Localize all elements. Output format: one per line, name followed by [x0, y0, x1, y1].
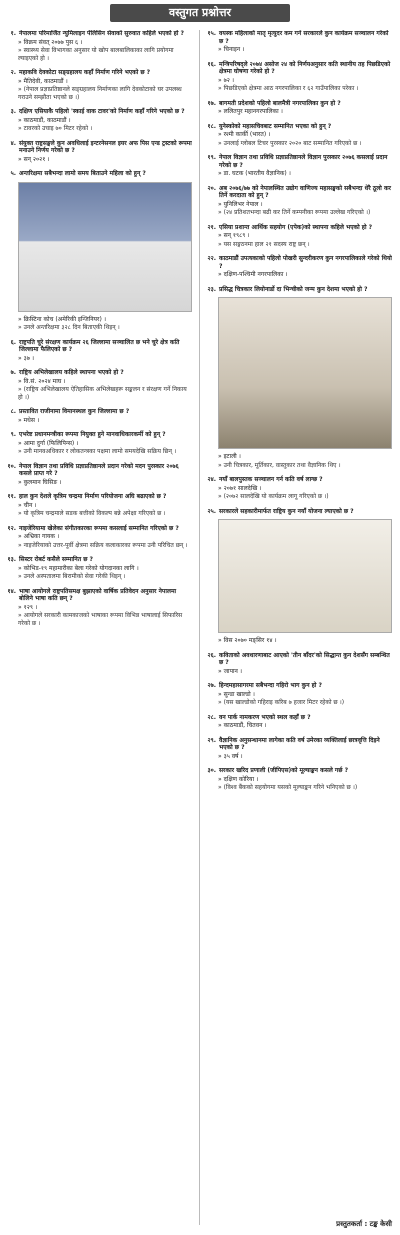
- question-number: १२.: [7, 524, 16, 532]
- question-item: [206, 61, 392, 93]
- question-head: [206, 737, 392, 752]
- question-head: [6, 170, 192, 178]
- question-item: [6, 170, 192, 332]
- answer-text: » चीन ।: [18, 501, 37, 509]
- question-item: [6, 339, 192, 363]
- question-number: २१.: [207, 223, 216, 231]
- answer-note: » यो कृत्रिम चन्द्रमाले सडक बत्तीको विकल्प बन्ने अपेक्षा गरिएको छ ।: [18, 510, 166, 517]
- answer-text: » ३७ ।: [18, 354, 34, 362]
- question-text: हिन्दमहासागरमा सबैभन्दा गहिरो भाग कुन हो ?: [219, 682, 322, 689]
- answer-note: » उनले अन्तरिक्षमा ३२८ दिन बिताएकी थिइन् ।: [18, 324, 120, 331]
- answer-text: » ३५ वर्ष ।: [218, 752, 243, 760]
- question-item: [206, 652, 392, 676]
- question-head: [206, 767, 392, 775]
- question-head: [206, 100, 392, 108]
- question-item: [206, 30, 392, 54]
- answer-text: » सन् २०२१ ।: [18, 155, 50, 163]
- question-number: ५.: [10, 170, 16, 177]
- question-head: [206, 61, 392, 76]
- question-text: काठमाडौं उपत्यकाको पहिलो पोखरी सुन्दरीकरण कुन नगरपालिकाले गरेको थियो ?: [219, 255, 392, 270]
- question-head: [6, 463, 192, 478]
- answer-text: » २०७१ सालदेखि ।: [218, 484, 262, 492]
- question-text: सरकारले सहकारीमार्फत राष्ट्रिय कुन नयाँ योजना ल्याएको छ ?: [219, 507, 354, 515]
- answer-note: » (२०७२ सालदेखि यो कार्यक्रम लागू गरिएको छ ।): [218, 493, 329, 500]
- answer-note: » टावरको उचाइ ७० मिटर रहेको ।: [18, 125, 93, 132]
- question-item: [206, 286, 392, 470]
- question-text: सरकार खरिद प्रणाली (जीपिएस)को मूल्याङ्कन कसले गर्छ ?: [219, 767, 349, 774]
- answer-text: » जापान ।: [218, 667, 243, 675]
- question-text: दक्षिण एसियाकै पहिलो 'स्काई वाक टावर'को निर्माण कहाँ गरिने भएको छ ?: [19, 108, 185, 115]
- question-number: २५.: [207, 507, 216, 515]
- question-item: [206, 224, 392, 249]
- monkeys-photo: [218, 519, 392, 633]
- section-banner: वस्तुगत प्रश्नोत्तर: [110, 4, 290, 22]
- left-column: [6, 30, 192, 1225]
- question-item: [206, 255, 392, 279]
- answer-note: » उनलाई ग्लोबल टिचर पुरस्कार २०२० बाट सम्मानित गरिएको छ ।: [218, 139, 362, 147]
- question-number: ७.: [10, 369, 16, 376]
- question-head: [6, 140, 192, 155]
- answer-text: » कुलमान घिसिङ ।: [18, 478, 62, 486]
- question-item: [6, 369, 192, 401]
- question-number: ११.: [7, 493, 16, 500]
- question-item: [6, 69, 192, 101]
- answer-note: » उनले अस्पतालमा बिरामीको सेवा गरेकी थिइन् ।: [18, 573, 126, 580]
- question-number: १७.: [207, 99, 216, 107]
- answer-text: » विक्रम संवत् २०७७ पुस ६ ।: [18, 38, 83, 46]
- answer-text: » रश्मी कार्की (भारत) ।: [218, 131, 271, 138]
- question-item: [206, 508, 392, 645]
- author-credit: प्रस्तुतकर्ता : टङ्क केसी: [336, 1220, 392, 1228]
- question-text: प्रस्तावित राजीनामा विमानस्थल कुन जिल्लामा छ ?: [19, 408, 130, 415]
- question-text: नेपाल विज्ञान तथा प्रविधि प्रज्ञाप्रतिष्ठानले प्रदान गरेको मदन पुरस्कार २०७६ कसले प्राप्त गरे ?: [19, 462, 179, 477]
- question-text: अब २०७६/७७ को नेपालस्थित उद्योग वाणिज्य महासङ्घको सबैभन्दा धेरै ठूलो कर तिर्ने करदाता को हुन् ?: [219, 184, 392, 199]
- answer-note: » उनी चित्रकार, मूर्तिकार, वास्तुकार तथा वैज्ञानिक थिए ।: [218, 461, 341, 469]
- question-head: [206, 682, 392, 690]
- answer-note: » (विश्व बैंकको सहयोगमा यसको मूल्याङ्कन गरिने भनिएको छ ।): [218, 784, 358, 791]
- question-text: युनेस्कोको महासचिवबाट सम्मानित भएका को हुन् ?: [219, 122, 332, 130]
- question-head: [206, 476, 392, 484]
- question-number: १६.: [207, 60, 216, 68]
- question-text: मन्त्रिपरिषद्ले २०७४ असोज २४ को निर्णयअनुसार कति स्थानीय तह पिछडिएको क्षेत्रमा घोषणा गरेको हो ?: [219, 60, 391, 75]
- answer-text: » ७२ ।: [218, 76, 234, 84]
- answer-text: » काठमाडौं, चितवन ।: [218, 722, 267, 729]
- question-text: नेपालमा परिमार्जित न्युमिलाइन पेलिसिन सेवाको सुरुवात कहिले भएको हो ?: [19, 30, 184, 37]
- question-text: वयस्क महिलाको मातृ मृत्युदर कम गर्न सरकारले कुन कार्यक्रम सञ्चालन गरेको छ ?: [219, 30, 389, 45]
- question-text: नेपाल विज्ञान तथा प्रविधि प्रज्ञाप्रतिष्ठानले विज्ञान पुरस्कार २०७६ कसलाई प्रदान गरेको छ ?: [219, 154, 388, 169]
- question-head: [206, 224, 392, 232]
- question-number: २८.: [207, 713, 216, 721]
- question-item: [206, 100, 392, 116]
- question-number: ३०.: [207, 767, 216, 774]
- question-number: २२.: [207, 255, 216, 262]
- question-head: [206, 185, 392, 200]
- question-text: एभरेष्ट प्रधानमन्त्रीका रूपमा नियुक्त हुने मानवाधिकारकर्मी को हुन् ?: [19, 431, 166, 438]
- question-number: ४.: [10, 139, 16, 147]
- answer-text: » चिनाइन ।: [218, 46, 245, 53]
- answer-text: » सुन्डा खाल्डो ।: [218, 690, 255, 698]
- answer-text: » युनिलिभर नेपाल ।: [218, 200, 263, 208]
- answer-text: » क्रिस्टिना कोच (अमेरिकी इन्जिनियर) ।: [18, 315, 106, 323]
- answer-note: » स्वास्थ्य सेवा विभागका अनुसार यो खोप बालबालिकाका लागि प्रयोगमा ल्याइएको हो ।: [18, 47, 174, 62]
- question-number: १९.: [207, 154, 216, 161]
- question-head: [206, 652, 392, 667]
- question-number: २६.: [207, 651, 216, 659]
- answer-note: » (२४ प्रतिशतभन्दा बढी कर तिर्ने कम्पनीका रूपमा उल्लेख गरिएको ।): [218, 209, 371, 216]
- question-item: [206, 476, 392, 501]
- question-item: [206, 682, 392, 707]
- answer-text: » वि.सं. २०२४ माघ ।: [18, 377, 66, 385]
- question-head: [206, 255, 392, 270]
- question-text: राष्ट्रपति चुरे संरक्षण कार्यक्रम २६ जिल्लामा सञ्चालित छ भने चुरे क्षेत्र कति जिल्लामा फैलिएको छ ?: [19, 338, 180, 353]
- answer-text: » विस २०७० मङ्सिर १४ ।: [218, 637, 277, 644]
- question-item: [6, 431, 192, 456]
- question-text: सिस्टर रोबर्ट कसैले सम्मानित छ ?: [19, 556, 94, 563]
- question-number: ६.: [10, 338, 16, 346]
- answer-text: » मधेस ।: [18, 416, 40, 424]
- answer-note: » पिछडिएको क्षेत्रमा आठ नगरपालिका र ६२ गाउँपालिका परेका ।: [218, 85, 359, 92]
- answer-note: » (राष्ट्रिय अभिलेखालय ऐतिहासिक अभिलेखहरू सङ्कलन र संरक्षण गर्ने निकाय हो ।): [18, 386, 187, 401]
- question-head: [6, 30, 192, 38]
- question-head: [6, 493, 192, 501]
- question-head: [6, 525, 192, 533]
- question-number: १४.: [7, 587, 16, 595]
- question-text: हाल कुन देशले कृत्रिम चन्द्रमा निर्माण परियोजना अघि बढाएको छ ?: [19, 493, 167, 500]
- question-item: [206, 123, 392, 148]
- question-item: [206, 714, 392, 730]
- answer-note: » (नेपाल प्रज्ञाप्रतिष्ठानले सङ्ग्रहालय निर्माणका लागि देवकोटाको घर उपलब्ध गराउने सम्झौता भएको छ ।): [18, 86, 182, 101]
- question-text: भाषा आयोगले राष्ट्रपतिसमक्ष बुझाएको वार्षिक प्रतिवेदन अनुसार नेपालमा बोलिने भाषा कति छन् ?: [19, 587, 177, 602]
- question-number: २७.: [207, 682, 216, 689]
- question-text: संयुक्त राष्ट्रसङ्घले कुन अवधिलाई इन्टरनेसनल इयर अफ पिस एन्ड ट्रस्टको रूपमा मनाउने निर्णय गरेको छ ?: [19, 139, 192, 154]
- answer-text: » मैतिदेवी, काठमाडौं ।: [18, 77, 68, 85]
- answer-text: » अभ्रिका गायक ।: [18, 533, 60, 540]
- question-text: राष्ट्रिय अभिलेखालय कहिले स्थापना भएको हो ?: [19, 369, 124, 376]
- question-text: नाइजेरियामा खेलेका संगीतकारका रूपमा कसलाई सम्मानित गरिएको छ ?: [19, 524, 179, 532]
- answer-text: » डा. घटक (भारतीय वैज्ञानिक) ।: [218, 170, 291, 177]
- question-number: २.: [10, 69, 16, 76]
- question-head: [206, 154, 392, 169]
- question-head: [6, 108, 192, 116]
- question-item: [6, 108, 192, 133]
- question-head: [6, 69, 192, 77]
- answer-text: » कोभिड-१९ महामारीका बेला गरेको योगदानका लागि ।: [18, 564, 139, 572]
- question-item: [206, 185, 392, 217]
- right-column: [206, 30, 392, 1225]
- question-head: [206, 30, 392, 45]
- question-text: वैज्ञानिक अनुसन्धानमा लागेका कति वर्ष उमेरका व्यक्तिलाई छात्रवृत्ति दिइने भएको छ ?: [219, 736, 380, 751]
- question-number: ८.: [10, 408, 16, 415]
- question-number: २३.: [207, 285, 216, 293]
- question-item: [6, 588, 192, 628]
- question-head: [6, 408, 192, 416]
- question-item: [206, 737, 392, 761]
- question-number: १०.: [7, 462, 16, 470]
- question-text: कविताको अवधारणाबाट आएको 'तीन बाँदर'को सिद्धान्त कुन देशसँग सम्बन्धित छ ?: [219, 651, 390, 666]
- question-number: १.: [10, 30, 16, 37]
- question-head: [206, 286, 392, 294]
- question-head: [6, 588, 192, 603]
- question-item: [6, 30, 192, 62]
- question-number: ९.: [10, 431, 16, 438]
- answer-text: » दक्षिण कोरिया ।: [218, 775, 259, 783]
- question-number: २४.: [207, 476, 216, 483]
- question-text: प्रसिद्ध चित्रकार लियोनार्डो दा भिन्चीको जन्म कुन देशमा भएको हो ?: [219, 285, 368, 293]
- question-item: [6, 140, 192, 164]
- question-text: वन पार्क नामकरण भएको स्थल कहाँ छ ?: [219, 713, 311, 721]
- answer-text: » ललितपुर महानगरपालिका ।: [218, 108, 283, 115]
- answer-note: » उनी मानवअधिकार र लोकतन्त्रका पक्षमा लामो समयदेखि सक्रिय छिन् ।: [18, 448, 177, 455]
- question-number: १३.: [7, 556, 16, 563]
- question-number: १८.: [207, 122, 216, 130]
- answer-note: » नाइजेरियाको उत्तर-पूर्वी क्षेत्रमा सक्रिय कलाकारका रूपमा उनी परिचित छन् ।: [18, 541, 188, 549]
- question-head: [6, 369, 192, 377]
- question-text: अन्तरिक्षमा सबैभन्दा लामो समय बिताउने महिला को हुन् ?: [19, 170, 146, 177]
- question-number: १५.: [207, 30, 216, 37]
- question-item: [6, 525, 192, 550]
- answer-note: » (यस खाल्डोको गहिराइ करिब ७ हजार मिटर रहेको छ ।): [218, 699, 345, 706]
- question-head: [6, 431, 192, 439]
- leonardo-photo: [218, 297, 392, 449]
- question-text: महाकवि देवकोटा सङ्ग्रहालय कहाँ निर्माण गरिने भएको छ ?: [19, 69, 151, 76]
- answer-text: » इटाली ।: [218, 453, 241, 460]
- question-text: बागमती प्रदेशको पहिलो बालमैत्री नगरपालिका कुन हो ?: [219, 99, 341, 107]
- question-number: ३.: [10, 108, 16, 115]
- question-head: [206, 123, 392, 131]
- answer-text: » काठमाडौं, काठमाडौं ।: [18, 116, 71, 124]
- column-divider: [199, 30, 200, 1225]
- question-head: [6, 339, 192, 354]
- answer-note: » आयोगले सरकारी कामकाजको भाषाका रूपमा विभिन्न भाषालाई सिफारिस गरेको छ ।: [18, 612, 183, 627]
- question-head: [6, 556, 192, 564]
- question-item: [6, 408, 192, 424]
- answer-text: » सन् १९८९ ।: [218, 232, 250, 239]
- question-head: [206, 714, 392, 722]
- question-item: [6, 556, 192, 581]
- answer-text: » १२९ ।: [18, 603, 38, 611]
- question-item: [206, 767, 392, 792]
- question-text: एसिया प्रशान्त आर्थिक सहयोग (एपेक)को स्थापना कहिले भएको हो ?: [219, 223, 373, 231]
- question-item: [6, 493, 192, 518]
- question-text: नयाँ बालपुस्तक सञ्चालन गर्न कति वर्ष लाग्छ ?: [219, 476, 323, 483]
- question-item: [206, 154, 392, 178]
- answer-text: » दक्षिण-पश्चिमी नगरपालिका ।: [218, 271, 288, 278]
- question-number: २०.: [207, 184, 216, 192]
- astronaut-photo: [18, 182, 192, 312]
- answer-note: » यस सङ्गठनमा हाल २१ सदस्य राष्ट्र छन् ।: [218, 240, 310, 248]
- question-head: [206, 508, 392, 516]
- answer-text: » आमा दुर्गा (फिलिपिन्स) ।: [18, 439, 79, 447]
- question-number: २९.: [207, 736, 216, 744]
- question-item: [6, 463, 192, 487]
